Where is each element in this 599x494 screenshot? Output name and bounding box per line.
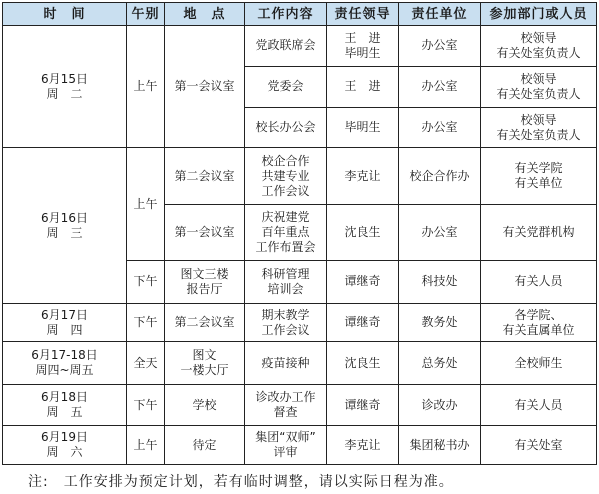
- participants-cell: 有关党群机构: [481, 204, 597, 260]
- leader-cell: 谭继奇: [327, 260, 399, 303]
- content-cell: 科研管理 培训会: [245, 260, 327, 303]
- participants-cell: 校领导 有关处室负责人: [481, 107, 597, 148]
- unit-cell: 办公室: [399, 204, 481, 260]
- header-participants: 参加部门或人员: [481, 3, 597, 26]
- content-cell: 集团“双师” 评审: [245, 426, 327, 465]
- leader-cell: 沈良生: [327, 204, 399, 260]
- header-period: 午别: [127, 3, 165, 26]
- leader-cell: 李克让: [327, 426, 399, 465]
- location-cell: 第二会议室: [165, 148, 245, 204]
- table-row: [3, 148, 597, 204]
- time-cell: 6月15日 周 二: [3, 26, 127, 148]
- leader-cell: 谭继奇: [327, 303, 399, 342]
- location-cell: 待定: [165, 426, 245, 465]
- time-cell: 6月19日 周 六: [3, 426, 127, 465]
- time-cell: 6月17日 周 四: [3, 303, 127, 342]
- unit-cell: 总务处: [399, 342, 481, 385]
- header-time: 时 间: [3, 3, 127, 26]
- header-location: 地 点: [165, 3, 245, 26]
- unit-cell: 办公室: [399, 107, 481, 148]
- header-unit: 责任单位: [399, 3, 481, 26]
- schedule-table: [2, 2, 597, 465]
- unit-cell: 办公室: [399, 66, 481, 107]
- unit-cell: 教务处: [399, 303, 481, 342]
- content-cell: 疫苗接种: [245, 342, 327, 385]
- leader-cell: 沈良生: [327, 342, 399, 385]
- content-cell: 党委会: [245, 66, 327, 107]
- leader-cell: 毕明生: [327, 107, 399, 148]
- leader-cell: 谭继奇: [327, 385, 399, 426]
- participants-cell: 校领导 有关处室负责人: [481, 66, 597, 107]
- participants-cell: 全校师生: [481, 342, 597, 385]
- period-cell: 下午: [127, 385, 165, 426]
- table-row: [3, 426, 597, 465]
- header-row: [3, 3, 597, 26]
- content-cell: 校长办公会: [245, 107, 327, 148]
- leader-cell: 王 进: [327, 66, 399, 107]
- content-cell: 校企合作 共建专业 工作会议: [245, 148, 327, 204]
- period-cell: 上午: [127, 426, 165, 465]
- location-cell: 第二会议室: [165, 303, 245, 342]
- location-cell: 学校: [165, 385, 245, 426]
- participants-cell: 有关处室: [481, 426, 597, 465]
- unit-cell: 办公室: [399, 26, 481, 67]
- participants-cell: 有关学院 有关单位: [481, 148, 597, 204]
- leader-cell: 李克让: [327, 148, 399, 204]
- period-cell: 全天: [127, 342, 165, 385]
- participants-cell: 有关人员: [481, 260, 597, 303]
- schedule-note: 注: 工作安排为预定计划，若有临时调整，请以实际日程为准。: [28, 474, 454, 490]
- table-row: [3, 342, 597, 385]
- table-row: [3, 303, 597, 342]
- location-cell: 第一会议室: [165, 204, 245, 260]
- period-cell: 下午: [127, 303, 165, 342]
- unit-cell: 诊改办: [399, 385, 481, 426]
- participants-cell: 校领导 有关处室负责人: [481, 26, 597, 67]
- location-cell: 图文 一楼大厅: [165, 342, 245, 385]
- header-content: 工作内容: [245, 3, 327, 26]
- participants-cell: 各学院、 有关直属单位: [481, 303, 597, 342]
- period-cell: 下午: [127, 260, 165, 303]
- participants-cell: 有关人员: [481, 385, 597, 426]
- content-cell: 诊改办工作 督查: [245, 385, 327, 426]
- unit-cell: 科技处: [399, 260, 481, 303]
- time-cell: 6月17-18日 周四~周五: [3, 342, 127, 385]
- content-cell: 期末教学 工作会议: [245, 303, 327, 342]
- time-cell: 6月16日 周 三: [3, 148, 127, 303]
- unit-cell: 校企合作办: [399, 148, 481, 204]
- location-cell: 第一会议室: [165, 26, 245, 148]
- period-cell: 上午: [127, 148, 165, 260]
- location-cell: 图文三楼 报告厅: [165, 260, 245, 303]
- content-cell: 庆祝建党 百年重点 工作布置会: [245, 204, 327, 260]
- unit-cell: 集团秘书办: [399, 426, 481, 465]
- table-row: [3, 385, 597, 426]
- time-cell: 6月18日 周 五: [3, 385, 127, 426]
- table-row: [3, 26, 597, 67]
- content-cell: 党政联席会: [245, 26, 327, 67]
- leader-cell: 王 进 毕明生: [327, 26, 399, 67]
- header-leader: 责任领导: [327, 3, 399, 26]
- period-cell: 上午: [127, 26, 165, 148]
